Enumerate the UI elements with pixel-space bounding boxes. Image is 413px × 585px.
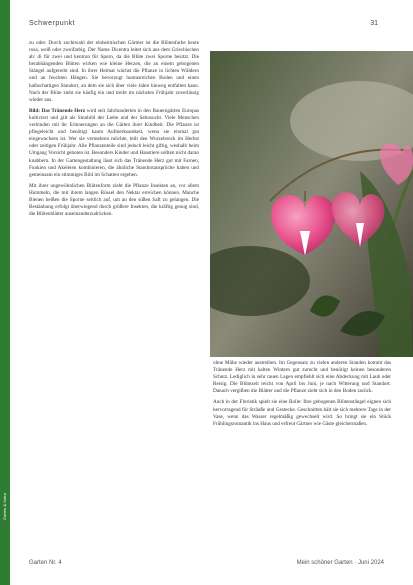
- left-accent-bar: [0, 0, 10, 585]
- flower-photo-illustration: [210, 51, 413, 357]
- paragraph: [29, 108, 199, 179]
- section-rubric: Schwerpunkt: [29, 20, 75, 27]
- bleeding-heart-photo: [210, 51, 413, 357]
- page-footer: [29, 560, 384, 570]
- page-header: [29, 20, 378, 32]
- paragraph: Auch in der Floristik spielt sie eine Rolle: Ihre gebogenen Blütenstängel eignen sich hervorragend für Sträuße und Gestecke. Geschnitten hält sie sich mehrere Tage in der Vase, wenn das Wasser regelmäßig gewechselt wird. So bringt sie ein Stück Frühlingsromantik ins Haus und erfreut Gärtner wie Gäste gleichermaßen.: [213, 399, 391, 427]
- text-column-left: [29, 40, 199, 222]
- sidebar-vertical-text: Garten & Natur: [2, 493, 7, 520]
- paragraph: zu oder. Durch zuchtwahl der einheimischen Gärtner ist die Blütenfarbe heute rosa, weiß oder zweifarbig. Der Name Dicentra leitet sich aus dem Griechischen ab: di für zwei und kentron für Sporn, da die Blüte zwei Sporne besitzt. Die herabhängenden Blüten wirken wie kleine Herzen, die an einem gebogenen Stängel aufgereiht sind. In ihrer Heimat wächst die Pflanze in lichten Wäldern und an feuchten Hängen. Sie bevorzugt humusreichen Boden und einen halbschattigen Standort, an dem sie sich über viele Jahre hinweg entfalten kann. Nach der Blüte zieht sie häufig ein und treibt im nächsten Frühjahr zuverlässig wieder aus.: [29, 40, 199, 103]
- paragraph-body: wird seit Jahrhunderten in den Bauerngärten Europas kultiviert und gilt als Sinnbild der Liebe und der Sehnsucht. Viele Menschen verbinden mit ihr Erinnerungen an die Gärten ihrer Kindheit. Die Pflanze ist pflegeleicht und benötigt kaum Aufmerksamkeit, wenn sie einmal gut eingewachsen ist. Wer sie vermehren möchte, teilt den Wurzelstock im Herbst oder zeitigen Frühjahr. Alle Pflanzenteile sind jedoch leicht giftig, weshalb beim Umgang Vorsicht geboten ist. Besonders Kinder und Haustiere sollten nicht daran knabbern. In der Gartengestaltung lässt sich das Tränende Herz gut mit Farnen, Funkien und Akeleien kombinieren, die ähnliche Standortansprüche haben und gemeinsam ein stimmiges Bild im Schatten ergeben.: [29, 107, 199, 178]
- text-column-right: [213, 360, 391, 432]
- paragraph: Mit ihrer ungewöhnlichen Blütenform zieht die Pflanze Insekten an, vor allem Hummeln, die mit ihrem langen Rüssel den Nektar erreichen können. Manche Bienen beißen die Sporne seitlich auf, um an den süßen Saft zu gelangen. Die Bestäubung erfolgt überwiegend durch größere Insekten, die kräftig genug sind, die Blütenblätter auseinanderzudrücken.: [29, 182, 199, 218]
- footer-right: Mein schöner Garten · Juni 2024: [296, 560, 384, 566]
- paragraph: ohne Mühe wieder austreiben. Im Gegensatz zu vielen anderen Stauden kommt das Tränende Herz mit kalten Wintern gut zurecht und benötigt keinen besonderen Schutz. Lediglich in sehr rauen Lagen empfiehlt sich eine Abdeckung mit Laub oder Reisig. Die Blütezeit reicht von April bis Juni, je nach Witterung und Standort. Danach vergilben die Blätter und die Pflanze zieht sich in den Boden zurück.: [213, 360, 391, 395]
- page-number: 31: [370, 20, 378, 27]
- paragraph-lead: Bild: Das Tränende Herz: [29, 107, 86, 114]
- footer-left: Garten Nr. 4: [29, 560, 62, 566]
